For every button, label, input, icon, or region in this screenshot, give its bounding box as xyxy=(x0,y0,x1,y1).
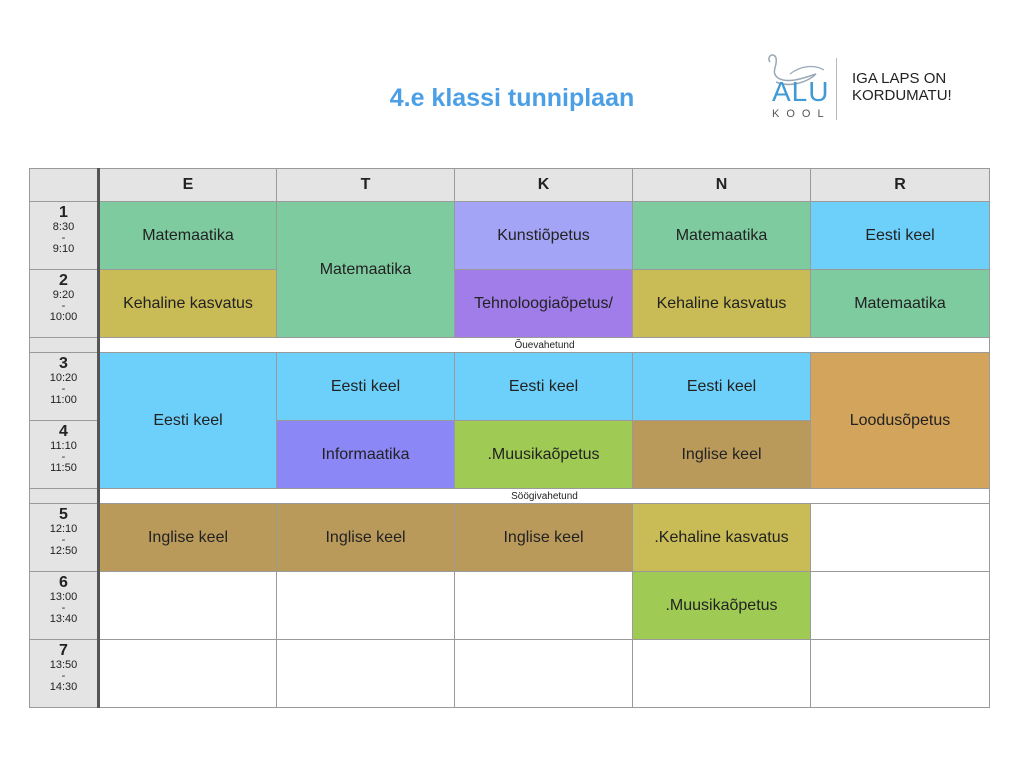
empty-cell xyxy=(633,640,811,708)
slogan-line-2: KORDUMATU! xyxy=(852,87,952,104)
break-lunch: Söögivahetund xyxy=(99,489,990,504)
empty-cell xyxy=(99,572,277,640)
lesson-cell: Matemaatika xyxy=(99,202,277,270)
day-header-n: N xyxy=(633,169,811,202)
period-end: 9:10 xyxy=(52,243,75,255)
period-end: 12:50 xyxy=(49,545,78,557)
lesson-cell: Tehnoloogiaõpetus/ xyxy=(455,270,633,338)
empty-cell xyxy=(811,504,990,572)
empty-cell xyxy=(811,640,990,708)
period-start: 11:10 xyxy=(50,440,77,452)
lesson-cell: Eesti keel xyxy=(633,353,811,421)
lesson-cell: Inglise keel xyxy=(99,504,277,572)
period-start: 13:00 xyxy=(49,591,78,603)
empty-cell xyxy=(455,572,633,640)
lesson-cell: Eesti keel xyxy=(811,202,990,270)
period-2-cell xyxy=(30,270,99,338)
period-3-cell xyxy=(30,353,99,421)
empty-cell xyxy=(277,640,455,708)
logo-brand: ALU xyxy=(772,76,830,107)
period-5-cell xyxy=(30,504,99,572)
period-number: 5 xyxy=(59,506,68,523)
period-end: 14:30 xyxy=(49,681,78,693)
lesson-cell: Loodusõpetus xyxy=(811,353,990,489)
day-header-e: E xyxy=(99,169,277,202)
empty-cell xyxy=(455,640,633,708)
lesson-cell: Kehaline kasvatus xyxy=(99,270,277,338)
period-number: 3 xyxy=(59,355,68,372)
period-number: 1 xyxy=(59,204,68,221)
period-end: 13:40 xyxy=(49,613,78,625)
day-header-r: R xyxy=(811,169,990,202)
period-start: 10:20 xyxy=(49,372,78,384)
period-7-cell xyxy=(30,640,99,708)
logo-slogan xyxy=(852,70,952,104)
period-sep: - xyxy=(61,451,66,463)
page-title: 4.e klassi tunniplaan xyxy=(389,84,635,112)
period-number: 7 xyxy=(59,642,68,659)
lesson-cell: Kunstiõpetus xyxy=(455,202,633,270)
slogan-line-1: IGA LAPS ON xyxy=(852,70,947,87)
day-header-t: T xyxy=(277,169,455,202)
lesson-cell: .Muusikaõpetus xyxy=(455,421,633,489)
lesson-cell: Inglise keel xyxy=(455,504,633,572)
period-4-cell xyxy=(30,421,99,489)
period-sep: - xyxy=(61,383,66,395)
lesson-cell: .Muusikaõpetus xyxy=(633,572,811,640)
period-sep: - xyxy=(61,670,66,682)
logo-sub: KOOL xyxy=(772,108,831,120)
period-sep: - xyxy=(61,534,66,546)
lesson-cell: Eesti keel xyxy=(99,353,277,489)
lesson-cell: Inglise keel xyxy=(633,421,811,489)
period-6-cell xyxy=(30,572,99,640)
timetable xyxy=(29,168,990,708)
lesson-cell: .Kehaline kasvatus xyxy=(633,504,811,572)
period-number: 2 xyxy=(59,272,68,289)
lesson-cell: Inglise keel xyxy=(277,504,455,572)
period-1-cell xyxy=(30,202,99,270)
period-end: 11:50 xyxy=(50,462,77,474)
lesson-cell: Matemaatika xyxy=(811,270,990,338)
period-end: 11:00 xyxy=(50,394,77,406)
break-side-cell xyxy=(30,489,99,504)
lesson-cell: Kehaline kasvatus xyxy=(633,270,811,338)
period-end: 10:00 xyxy=(49,311,78,323)
school-logo xyxy=(760,52,990,124)
period-sep: - xyxy=(61,232,66,244)
empty-cell xyxy=(811,572,990,640)
period-sep: - xyxy=(61,300,66,312)
period-start: 13:50 xyxy=(49,659,78,671)
break-outdoor: Õuevahetund xyxy=(99,338,990,353)
corner-cell xyxy=(30,169,99,202)
lesson-cell: Eesti keel xyxy=(277,353,455,421)
period-start: 12:10 xyxy=(49,523,78,535)
period-number: 4 xyxy=(59,423,68,440)
period-sep: - xyxy=(61,602,66,614)
logo-divider xyxy=(836,58,837,120)
lesson-cell: Matemaatika xyxy=(277,202,455,338)
period-start: 8:30 xyxy=(52,221,75,233)
break-side-cell xyxy=(30,338,99,353)
empty-cell xyxy=(99,640,277,708)
empty-cell xyxy=(277,572,455,640)
lesson-cell: Matemaatika xyxy=(633,202,811,270)
lesson-cell: Informaatika xyxy=(277,421,455,489)
period-number: 6 xyxy=(59,574,68,591)
lesson-cell: Eesti keel xyxy=(455,353,633,421)
period-start: 9:20 xyxy=(52,289,75,301)
day-header-k: K xyxy=(455,169,633,202)
